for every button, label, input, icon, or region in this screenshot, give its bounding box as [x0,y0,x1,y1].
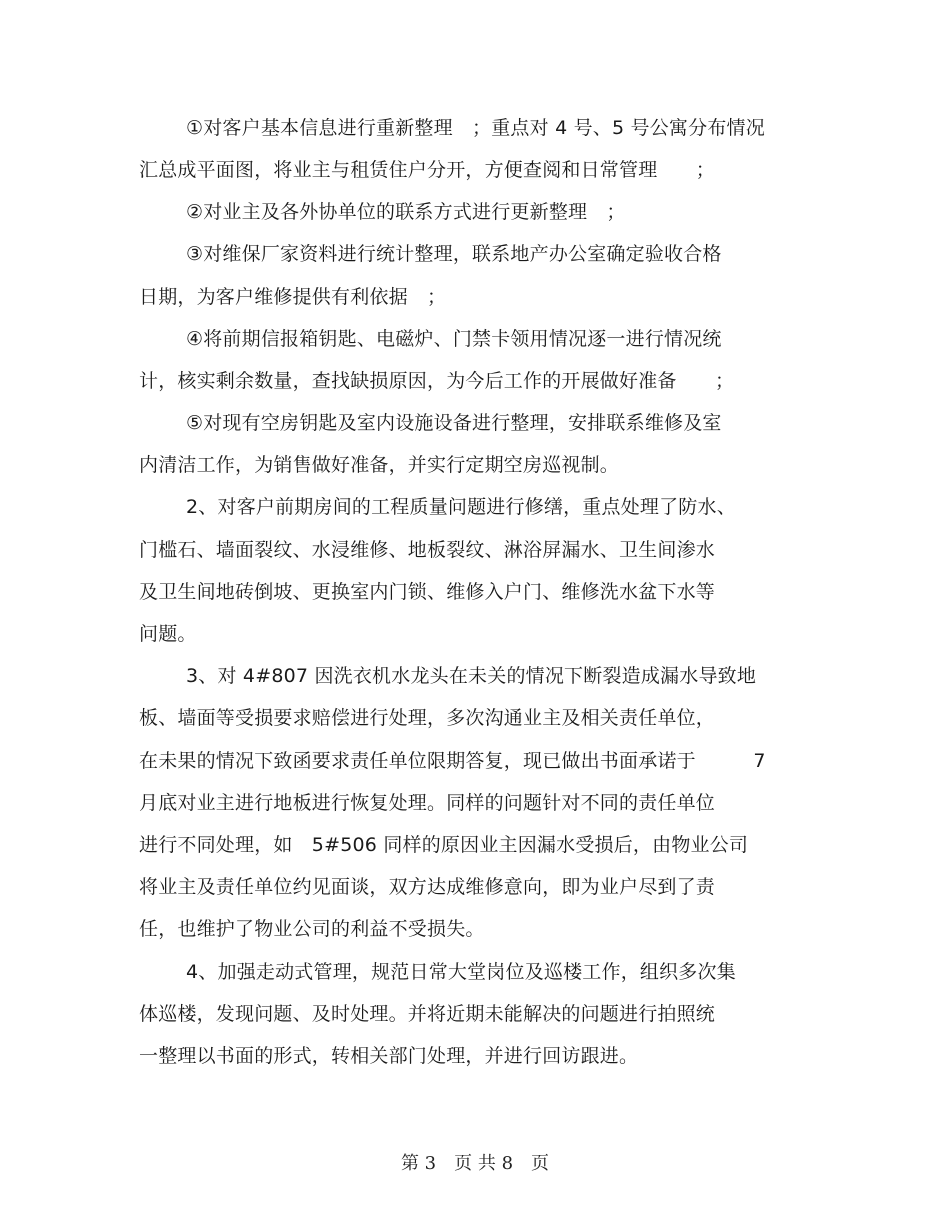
body-line-4: ③对维保厂家资料进行统计整理，联系地产办公室确定验收合格 [186,243,722,265]
body-line-23: 一整理以书面的形式，转相关部门处理，并进行回访跟进。 [139,1045,639,1067]
body-line-3: ②对业主及各外协单位的联系方式进行更新整理 ； [186,201,626,223]
body-line-8: ⑤对现有空房钥匙及室内设施设备进行整理，安排联系维修及室 [186,412,722,434]
page-number-footer: 第 3 页 共 8 页 [400,1153,550,1174]
body-line-22: 体巡楼，发现问题、及时处理。并将近期未能解决的问题进行拍照统 [139,1003,716,1025]
body-line-9: 内清洁工作，为销售做好准备，并实行定期空房巡视制。 [139,454,620,476]
body-line-6: ④将前期信报箱钥匙、电磁炉、门禁卡领用情况逐一进行情况统 [186,328,722,350]
body-line-20: 任，也维护了物业公司的利益不受损失。 [139,918,485,940]
body-line-12: 及卫生间地砖倒坡、更换室内门锁、维修入户门、维修洗水盆下水等 [139,581,716,603]
body-line-5: 日期，为客户维修提供有利依据 ； [139,286,447,308]
body-line-15: 板、墙面等受损要求赔偿进行处理，多次沟通业主及相关责任单位， [139,707,716,729]
body-line-2: 汇总成平面图，将业主与租赁住户分开，方便查阅和日常管理 ； [139,159,716,181]
body-line-16: 在未果的情况下致函要求责任单位限期答复，现已做出书面承诺于 7 [139,750,766,772]
body-line-19: 将业主及责任单位约见面谈，双方达成维修意向，即为业户尽到了责 [139,876,716,898]
body-line-13: 问题。 [139,623,197,645]
body-line-11: 门槛石、墙面裂纹、水浸维修、地板裂纹、淋浴屏漏水、卫生间渗水 [139,539,716,561]
body-line-1: ①对客户基本信息进行重新整理 ；重点对 4 号、5 号公寓分布情况 [186,117,765,139]
body-line-18: 进行不同处理，如 5#506 同样的原因业主因漏水受损后，由物业公司 [139,834,749,856]
body-line-21: 4、加强走动式管理，规范日常大堂岗位及巡楼工作，组织多次集 [186,961,736,983]
body-line-7: 计，核实剩余数量，查找缺损原因，为今后工作的开展做好准备 ； [139,370,735,392]
body-line-17: 月底对业主进行地板进行恢复处理。同样的问题针对不同的责任单位 [139,792,716,814]
body-line-10: 2、对客户前期房间的工程质量问题进行修缮，重点处理了防水、 [186,496,736,518]
body-line-14: 3、对 4#807 因洗衣机水龙头在未关的情况下断裂造成漏水导致地 [186,665,757,687]
